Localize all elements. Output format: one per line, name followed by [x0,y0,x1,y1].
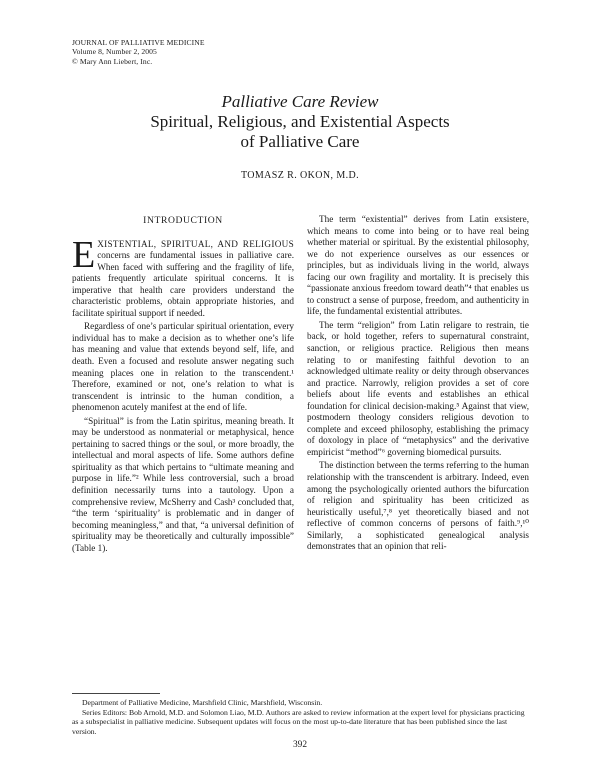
distinction-paragraph: The distinction between the terms referring to the human relationship with the transcendent is arbitrary. Indeed, even among the psychologically oriented authors the bifurcation of religion and spirituality has been criticized as heuristically useful,⁷,⁸ yet theoretically biased and not reflective of common concerns of persons of faith.⁹,¹⁰ Similarly, a sophisticated genealogical analysis demonstrates that an opinion that reli- [307,460,529,552]
right-column [307,214,529,553]
series-title: Palliative Care Review [221,92,379,111]
affiliation-footnote: Department of Palliative Medicine, Marshfield Clinic, Marshfield, Wisconsin. [82,698,323,707]
journal-name: JOURNAL OF PALLIATIVE MEDICINE [72,38,205,47]
series-editors-footnote: Series Editors: Bob Arnold, M.D. and Solomon Liao, M.D. Authors are asked to review information at the expert level for physicians practicing as a subspecialist in palliative medicine. Subsequent updates will focus on the most up-to-date literature that has been published since the last version. [72,707,525,736]
intro-paragraph-1 [72,233,294,320]
existential-paragraph: The term “existential” derives from Latin exsistere, which means to come into being or to have real being whether material or spiritual. By the existential philosophy, we do not experience ourselves as our essences or principles, but as individuals living in the world, always facing our own fragility and mortality. It is precisely this “passionate anxious freedom toward death”⁴ that enables us to construct a sense of purpose, freedom, and authenticity in life, the fundamental existential attributes. [307,214,529,317]
title-block [60,92,540,152]
religion-paragraph: The term “religion” from Latin religare to restrain, tie back, or hold together, refers to supernatural constraint, sanction, or religious practice. Religious then means relating to or manifesting faithful devotion to an acknowledged ultimate reality or deity through observances and practice. Narrowly, religion provides a set of core beliefs about life events and establishes an ethical foundation for clinical decision-making.⁵ Against that view, postmodern theology considers religious devotion to complete and exceed philosophy, establishing the primacy of doxology in place of “metaphysics” and the derivative empiricist “method”⁶ governing biomedical pursuits. [307,319,529,457]
footnote-divider [72,693,160,694]
article-title-line-1: Spiritual, Religious, and Existential Aspects [150,112,450,131]
intro-paragraph-3: “Spiritual” is from the Latin spiritus, meaning breath. It may be understood as nonmaterial or metaphysical, hence pertaining to sacred things or the soul, or more broadly, the intellectual and moral aspects of life. Some authors define spirituality as that which pertains to “ultimate meaning and purpose in life.”² While less controversial, such a broad definition necessarily turns into a tautology. Upon a comprehensive review, McSherry and Cash³ concluded that, “the term ‘spirituality’ is problematic and in danger of becoming meaningless,” and that, “a universal definition of spirituality may be theoretically and culturally impossible” (Table 1). [72,415,294,553]
journal-copyright: © Mary Ann Liebert, Inc. [72,56,153,66]
author-name: TOMASZ R. OKON, M.D. [240,170,360,181]
intro-paragraph-2: Regardless of one’s particular spiritual orientation, every individual has to make a decision as to whether one’s life has meaning and value that extends beyond self, life, and death. Even a focused and resolute answer negating such meaning places one in relation to the transcendent.¹ Therefore, examined or not, one’s relation to what is transcendent is intrinsic to the human condition, a phenomenon acutely manifest at the end of life. [72,321,294,413]
page-number: 392 [292,740,308,750]
section-heading-introduction: INTRODUCTION [143,215,223,226]
intro-paragraph-1-text: concerns are fundamental issues in palliative care. When faced with suffering and the fragility of life, patients frequently articulate spiritual concerns. It is imperative that health care providers understand the characteristic problems, obtain appropriate histories, and facilitate spiritual support if needed. [72,250,294,318]
left-column [72,214,294,554]
footnotes [72,698,528,736]
journal-header [72,38,205,66]
journal-volume: Volume 8, Number 2, 2005 [72,47,157,57]
drop-cap: E [72,233,96,276]
intro-small-caps: XISTENTIAL, SPIRITUAL, AND RELIGIOUS [97,238,294,249]
article-title-line-2: of Palliative Care [240,132,360,151]
